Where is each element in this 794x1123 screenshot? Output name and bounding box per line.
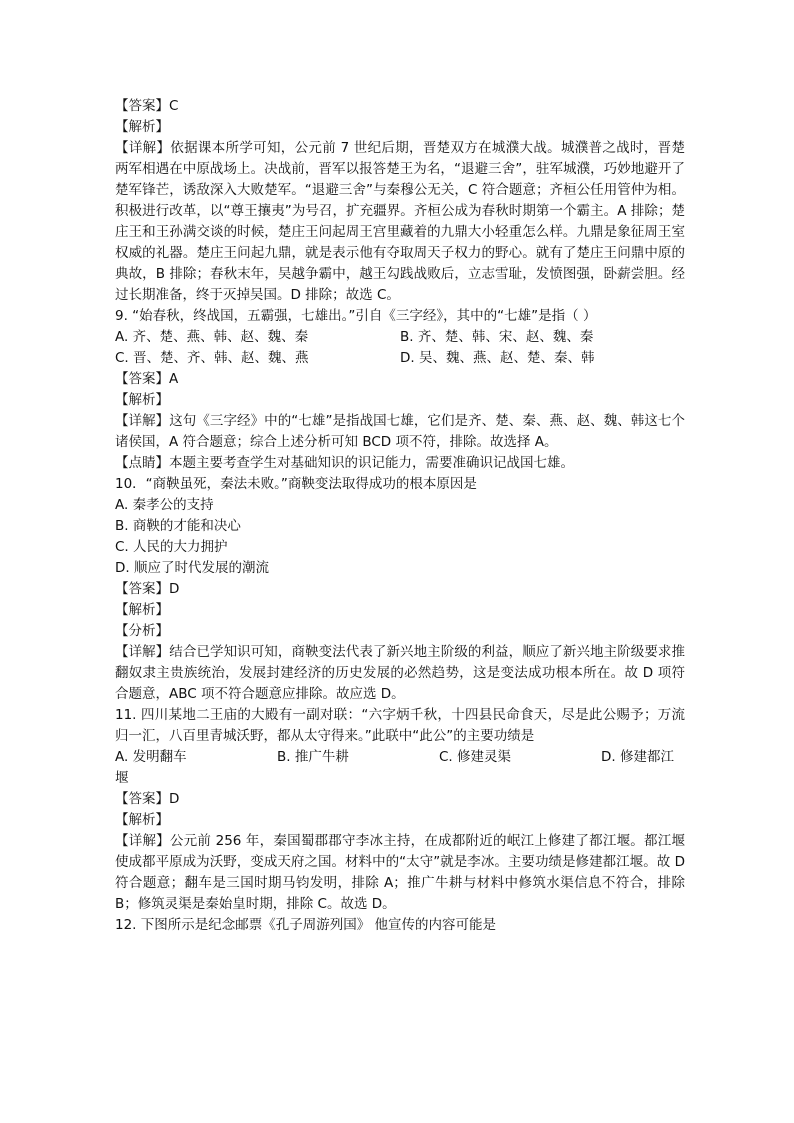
q10-answer: 【答案】D xyxy=(115,581,180,597)
q9-options-row-1 xyxy=(115,327,685,348)
q9-answer: 【答案】A xyxy=(115,371,179,387)
q9-note: 【点睛】本题主要考查学生对基础知识的识记能力，需要准确识记战国七雄。 xyxy=(115,455,574,471)
q11-option-c: C. 修建灵渠 xyxy=(439,749,512,765)
q11-option-d-continuation: 堰 xyxy=(115,770,129,786)
q11-detail: 【详解】公元前 256 年，秦国蜀郡郡守李冰主持，在成都附近的岷江上修建了都江堰。都江堰使成都平原成为沃野，变成天府之国。材料中的“太守”就是李冰。主要功绩是修建都江堰。故 D 符合题意；翻车是三国时期马钧发明，排除 A；推广牛耕与材料中修筑水渠信息不符合，排除 B；修筑灵渠是秦始皇时期，排除 C。故选 D。 xyxy=(115,833,685,912)
q11-analysis-label: 【解析】 xyxy=(115,812,169,828)
q9-option-d: D. 吴、魏、燕、赵、楚、秦、韩 xyxy=(400,350,595,366)
q11-options-row xyxy=(115,747,685,768)
document-page xyxy=(115,96,685,936)
q9-analysis-label: 【解析】 xyxy=(115,392,169,408)
q10-fenxi-label: 【分析】 xyxy=(115,623,169,639)
q9-options-row-2 xyxy=(115,348,685,369)
q9-option-a: A. 齐、楚、燕、韩、赵、魏、秦 xyxy=(115,329,309,345)
q9-option-c: C. 晋、楚、齐、韩、赵、魏、燕 xyxy=(115,350,309,366)
q11-option-b: B. 推广牛耕 xyxy=(277,749,349,765)
q11-option-a: A. 发明翻车 xyxy=(115,749,187,765)
q12-stem: 12. 下图所示是纪念邮票《孔子周游列国》 他宣传的内容可能是 xyxy=(115,917,497,933)
q10-option-d: D. 顺应了时代发展的潮流 xyxy=(115,560,269,576)
q11-stem: 11. 四川某地二王庙的大殿有一副对联：“六字炳千秋，十四县民命食天，尽是此公赐予；万流归一汇，八百里青城沃野，都从太守得来。”此联中“此公”的主要功绩是 xyxy=(115,707,685,744)
q10-analysis-label: 【解析】 xyxy=(115,602,169,618)
q11-option-d: D. 修建都江 xyxy=(601,749,674,765)
q10-detail: 【详解】结合已学知识可知，商鞅变法代表了新兴地主阶级的利益，顺应了新兴地主阶级要求推翻奴隶主贵族统治，发展封建经济的历史发展的必然趋势，这是变法成功根本所在。故 D 项符合题意，ABC 项不符合题意应排除。故应选 D。 xyxy=(115,644,685,702)
q8-answer: 【答案】C xyxy=(115,98,179,114)
q10-option-b: B. 商鞅的才能和决心 xyxy=(115,518,241,534)
q8-analysis-label: 【解析】 xyxy=(115,119,169,135)
q10-option-c: C. 人民的大力拥护 xyxy=(115,539,228,555)
q11-answer: 【答案】D xyxy=(115,791,180,807)
q9-stem: 9. “始春秋，终战国，五霸强，七雄出。”引自《三字经》，其中的“七雄”是指（ ） xyxy=(115,308,597,324)
q9-option-b: B. 齐、楚、韩、宋、赵、魏、秦 xyxy=(400,329,594,345)
q10-option-a: A. 秦孝公的支持 xyxy=(115,497,214,513)
q8-detail: 【详解】依据课本所学可知，公元前 7 世纪后期，晋楚双方在城濮大战。城濮普之战时，晋楚两军相遇在中原战场上。决战前，晋军以报答楚王为名，“退避三舍”，驻军城濮，巧妙地避开了楚军锋芒，诱敌深入大败楚军。“退避三舍”与秦穆公无关，C 符合题意；齐桓公任用管仲为相。积极进行改革，以“尊王攘夷”为号召，扩充疆界。齐桓公成为春秋时期第一个霸主。A 排除；楚庄王和王孙满交谈的时候，楚庄王问起周王宫里藏着的九鼎大小轻重怎么样。九鼎是象征周王室权威的礼器。楚庄王问起九鼎，就是表示他有夺取周天子权力的野心。就有了楚庄王问鼎中原的典故，B 排除；春秋末年，吴越争霸中，越王勾践战败后，立志雪耻，发愤图强，卧薪尝胆。经过长期准备，终于灭掉吴国。D 排除；故选 C。 xyxy=(115,140,685,303)
q10-stem: 10．“商鞅虽死，秦法未败。”商鞅变法取得成功的根本原因是 xyxy=(115,476,477,492)
q9-detail: 【详解】这句《三字经》中的“七雄”是指战国七雄，它们是齐、楚、秦、燕、赵、魏、韩这七个诸侯国，A 符合题意；综合上述分析可知 BCD 项不符，排除。故选择 A。 xyxy=(115,413,685,450)
